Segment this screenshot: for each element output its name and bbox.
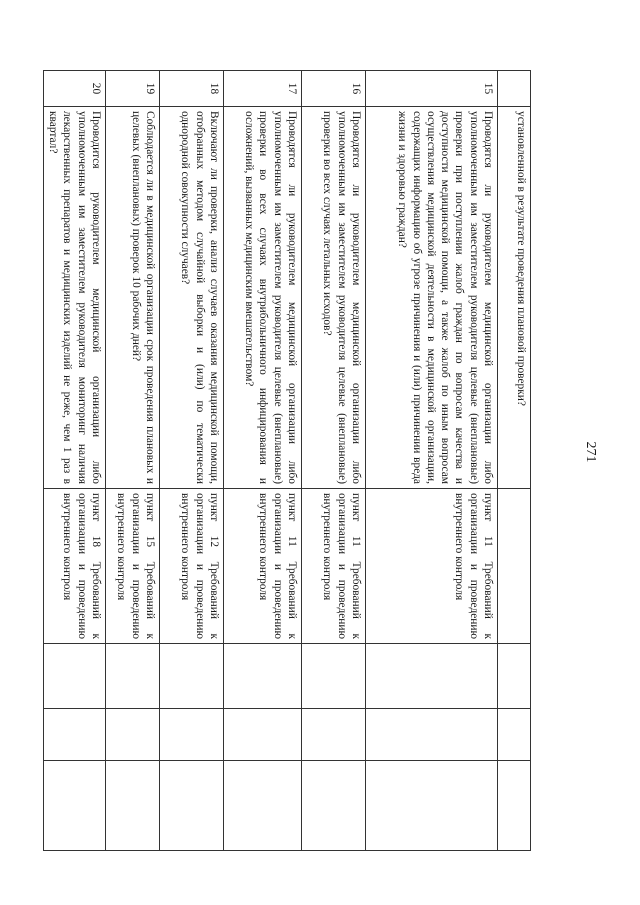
answer-no-cell [44,709,106,761]
note-cell [224,761,302,851]
table-row [160,71,224,851]
reference-cell: пункт 11 Требований к организации и проведению внутреннего контроля [302,489,366,644]
row-number: 19 [106,71,160,107]
answer-yes-cell [498,644,531,709]
question-cell: Включают ли проверки, анализ случаев оказания медицинской помощи, отобранных методом случайной выборки и (или) по тематически однородной совокупности случаев? [160,107,224,489]
answer-no-cell [366,709,498,761]
row-number: 17 [224,71,302,107]
answer-no-cell [302,709,366,761]
answer-no-cell [224,709,302,761]
answer-yes-cell [160,644,224,709]
row-number [498,71,531,107]
answer-yes-cell [106,644,160,709]
question-cell: Проводятся ли руководителем медицинской организации либо уполномоченным им заместителем руководителя целевые (внеплановые) проверки во всех случаях летальных исходов? [302,107,366,489]
answer-no-cell [160,709,224,761]
row-number: 20 [44,71,106,107]
table-row [302,71,366,851]
reference-cell: пункт 11 Требований к организации и проведению внутреннего контроля [224,489,302,644]
note-cell [498,761,531,851]
table-row [366,71,498,851]
page-number: 271 [583,441,598,463]
question-cell: Проводятся ли руководителем медицинской организации либо уполномоченным им заместителем руководителя целевые (внеплановые) проверки во всех случаях внутрибольничного инфицирования и осложнений, вызванных медицинским вмешательством? [224,107,302,489]
table-row [44,71,106,851]
reference-cell: пункт 12 Требований к организации и проведению внутреннего контроля [160,489,224,644]
checklist-table [43,70,531,851]
question-cell: установленной в результате проведения плановой проверки? [498,107,531,489]
answer-yes-cell [366,644,498,709]
checklist-table-wrapper [47,70,531,850]
reference-cell: пункт 11 Требований к организации и проведению внутреннего контроля [366,489,498,644]
note-cell [44,761,106,851]
reference-cell: пункт 18 Требований к организации и проведению внутреннего контроля [44,489,106,644]
question-cell: Проводятся ли руководителем медицинской организации либо уполномоченным им заместителем руководителя целевые (внеплановые) проверки при поступлении жалоб граждан по вопросам качества и доступности медицинской помощи, а также жалоб по иным вопросам осуществления медицинской деятельности в медицинской организации, содержащих информацию об угрозе причинения и (или) причинении вреда жизни и здоровью граждан? [366,107,498,489]
table-row [224,71,302,851]
question-cell: Проводится руководителем медицинской организации либо уполномоченным им заместителем руководителя мониторинг наличия лекарственных препаратов и медицинских изделий не реже, чем 1 раз в квартал? [44,107,106,489]
answer-no-cell [498,709,531,761]
reference-cell [498,489,531,644]
table-row [106,71,160,851]
table-row [498,71,531,851]
note-cell [366,761,498,851]
note-cell [106,761,160,851]
reference-cell: пункт 15 Требований к организации и проведению внутреннего контроля [106,489,160,644]
row-number: 16 [302,71,366,107]
answer-no-cell [106,709,160,761]
answer-yes-cell [224,644,302,709]
answer-yes-cell [302,644,366,709]
note-cell [160,761,224,851]
row-number: 18 [160,71,224,107]
row-number: 15 [366,71,498,107]
answer-yes-cell [44,644,106,709]
question-cell: Соблюдается ли в медицинской организации срок проведения плановых и целевых (внеплановых) проверок 10 рабочих дней? [106,107,160,489]
note-cell [302,761,366,851]
